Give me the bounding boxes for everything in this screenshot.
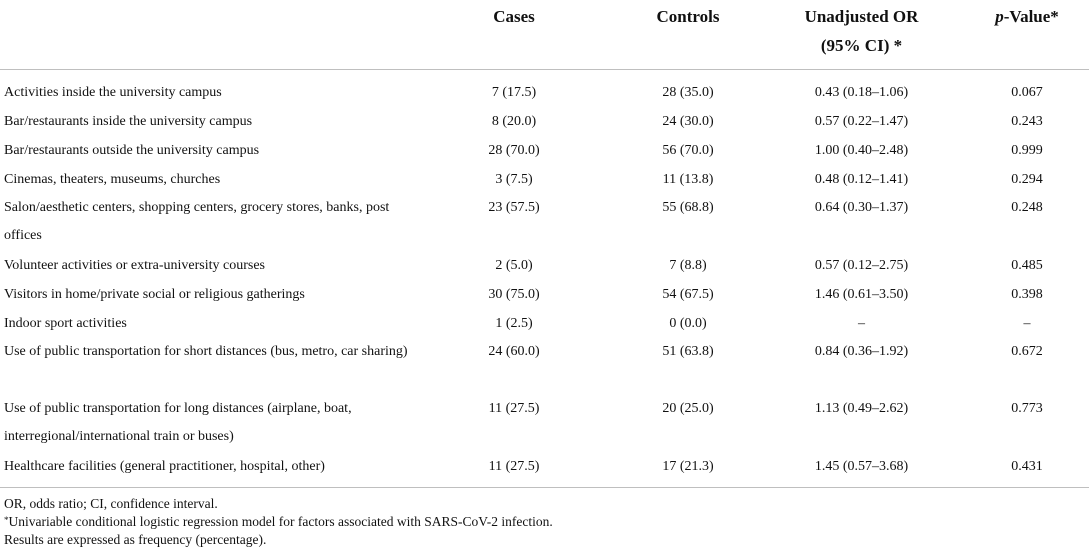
- cell-controls: 56 (70.0): [662, 143, 714, 158]
- cell-controls: 24 (30.0): [662, 114, 714, 129]
- cell-pvalue: 0.398: [1011, 287, 1043, 302]
- table-row: [0, 70, 1089, 108]
- cell-pvalue: 0.773: [1011, 401, 1043, 416]
- row-label: Indoor sport activities: [4, 316, 127, 331]
- cell-or-ci: 0.64 (0.30–1.37): [814, 200, 909, 215]
- cell-controls: 11 (13.8): [662, 172, 714, 187]
- row-label: Activities inside the university campus: [4, 85, 222, 100]
- cell-pvalue: 0.243: [1011, 114, 1043, 129]
- cell-cases: 28 (70.0): [488, 143, 540, 158]
- cell-or-ci: 0.84 (0.36–1.92): [814, 344, 909, 359]
- cell-cases: 1 (2.5): [495, 316, 533, 331]
- cell-controls: 28 (35.0): [662, 85, 714, 100]
- row-label: Volunteer activities or extra-university courses: [4, 258, 265, 273]
- table-body: [0, 70, 1089, 488]
- cell-pvalue: 0.431: [1011, 459, 1043, 474]
- header-pvalue-italic: p: [995, 7, 1004, 26]
- table-row: [0, 452, 1089, 488]
- cell-cases: 23 (57.5): [488, 200, 540, 215]
- cell-controls: 17 (21.3): [662, 459, 714, 474]
- table-row: [0, 107, 1089, 136]
- cell-cases: 30 (75.0): [488, 287, 540, 302]
- header-pvalue: [965, 0, 1089, 34]
- cell-pvalue: 0.294: [1011, 172, 1043, 187]
- cell-or-ci: 1.46 (0.61–3.50): [814, 287, 909, 302]
- footnotes: [0, 488, 1089, 549]
- cell-or-ci: 1.00 (0.40–2.48): [814, 143, 909, 158]
- row-label: Bar/restaurants inside the university campus: [4, 114, 253, 129]
- cell-controls: 0 (0.0): [669, 316, 707, 331]
- row-label: Healthcare facilities (general practitioner, hospital, other): [4, 459, 325, 474]
- table-row: [0, 395, 1089, 452]
- cell-or-ci: 0.57 (0.22–1.47): [814, 114, 909, 129]
- row-label: Salon/aesthetic centers, shopping centers, grocery stores, banks, post offices: [4, 200, 390, 243]
- cell-controls: 55 (68.8): [662, 200, 714, 215]
- table-row: [0, 280, 1089, 309]
- cell-or-ci: 0.43 (0.18–1.06): [814, 85, 909, 100]
- cell-cases: 8 (20.0): [491, 114, 537, 129]
- header-cases: Cases: [493, 7, 535, 26]
- footnote-model-text: Univariable conditional logistic regression model for factors associated with SARS-CoV-2 infection.: [8, 514, 553, 529]
- footnote-results: Results are expressed as frequency (percentage).: [4, 532, 267, 547]
- cell-pvalue: 0.999: [1011, 143, 1043, 158]
- cell-pvalue: 0.672: [1011, 344, 1043, 359]
- cell-cases: 7 (17.5): [491, 85, 537, 100]
- row-label: Use of public transportation for long distances (airplane, boat, interregional/international train or buses): [4, 401, 352, 444]
- cell-or-ci: 1.13 (0.49–2.62): [814, 401, 909, 416]
- cell-controls: 54 (67.5): [662, 287, 714, 302]
- row-label: Cinemas, theaters, museums, churches: [4, 172, 221, 187]
- table-row: [0, 194, 1089, 251]
- row-label: Bar/restaurants outside the university campus: [4, 143, 260, 158]
- footnote-model: [4, 513, 1089, 531]
- cell-or-ci: 0.48 (0.12–1.41): [814, 172, 909, 187]
- cell-pvalue: 0.485: [1011, 258, 1043, 273]
- header-or-line2: (95% CI) *: [820, 36, 903, 55]
- table-header: [0, 0, 1089, 70]
- row-label: Use of public transportation for short distances (bus, metro, car sharing): [4, 344, 408, 359]
- header-pvalue-rest: -Value*: [1003, 7, 1059, 26]
- table-row: [0, 251, 1089, 280]
- cell-or-ci: 0.57 (0.12–2.75): [814, 258, 909, 273]
- cell-pvalue: –: [1023, 316, 1031, 331]
- cell-or-ci: 1.45 (0.57–3.68): [814, 459, 909, 474]
- cell-cases: 11 (27.5): [488, 459, 540, 474]
- row-label: Visitors in home/private social or religious gatherings: [4, 287, 305, 302]
- footnote-abbreviations: OR, odds ratio; CI, confidence interval.: [4, 496, 218, 511]
- cell-cases: 11 (27.5): [488, 401, 540, 416]
- cell-or-ci: –: [858, 316, 865, 331]
- cell-controls: 51 (63.8): [662, 344, 714, 359]
- header-controls: Controls: [656, 7, 720, 26]
- cell-cases: 3 (7.5): [495, 172, 533, 187]
- header-factor: [0, 0, 410, 34]
- header-or-line1: Unadjusted OR: [804, 7, 919, 26]
- cell-controls: 7 (8.8): [669, 258, 707, 273]
- footnote-marker: *: [4, 515, 9, 525]
- cell-controls: 20 (25.0): [662, 401, 714, 416]
- cell-cases: 24 (60.0): [488, 344, 540, 359]
- cell-pvalue: 0.067: [1011, 85, 1043, 100]
- cell-pvalue: 0.248: [1011, 200, 1043, 215]
- table-row: [0, 165, 1089, 194]
- table-row: [0, 338, 1089, 395]
- table-row: [0, 136, 1089, 165]
- table-row: [0, 309, 1089, 338]
- cell-cases: 2 (5.0): [495, 258, 533, 273]
